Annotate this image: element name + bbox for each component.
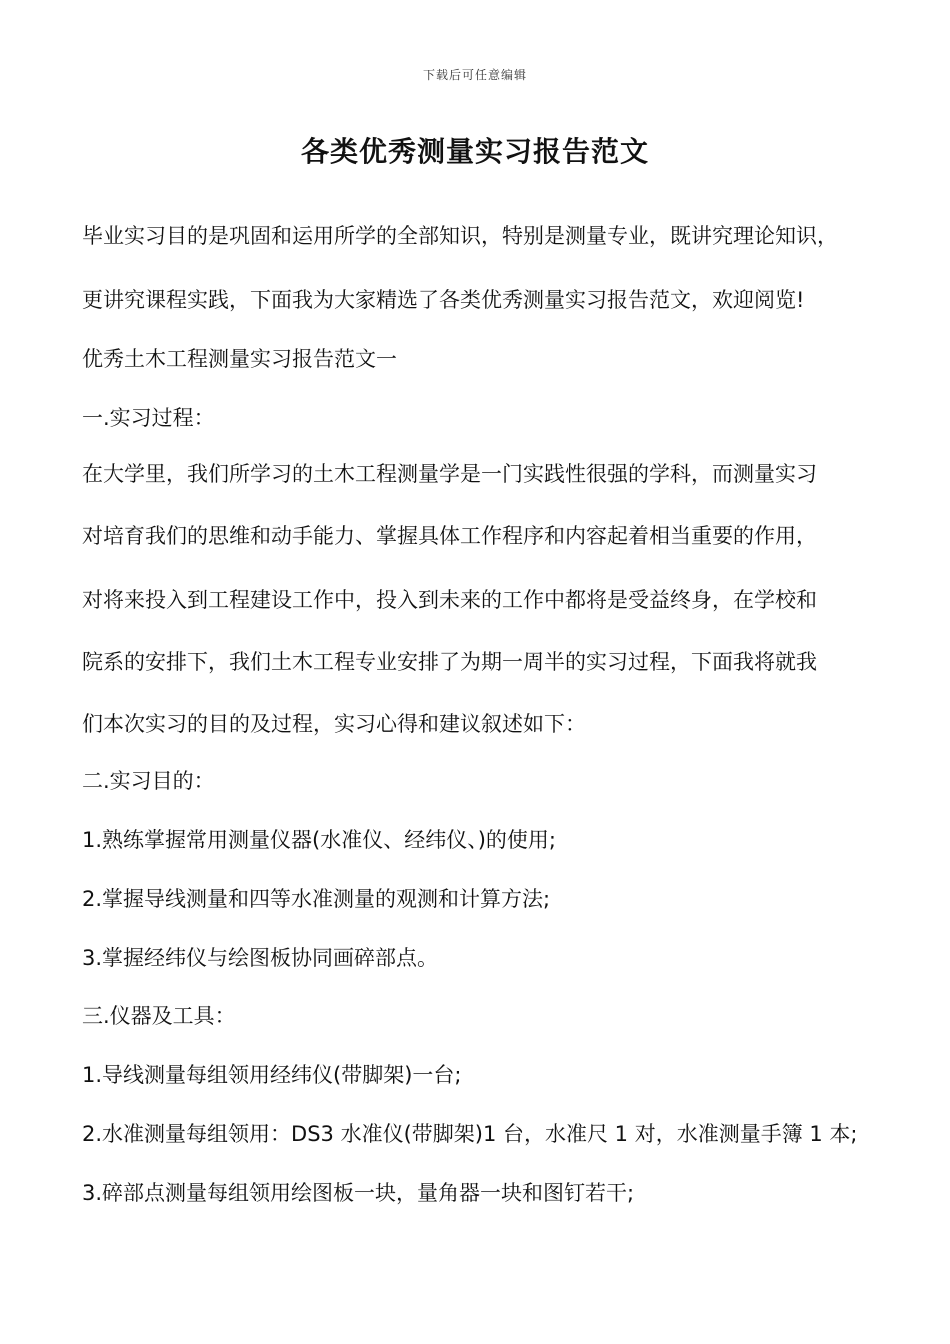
heading-instruments: 三.仪器及工具： xyxy=(82,1004,236,1028)
process-line-4: 院系的安排下，我们土木工程专业安排了为期一周半的实习过程，下面我将就我 xyxy=(82,650,817,674)
document-title: 各类优秀测量实习报告范文 xyxy=(300,135,649,168)
purpose-item-2: 2.掌握导线测量和四等水准测量的观测和计算方法; xyxy=(82,887,551,911)
heading-purpose: 二.实习目的： xyxy=(82,769,215,793)
heading-process: 一.实习过程： xyxy=(82,406,215,430)
process-line-3: 对将来投入到工程建设工作中，投入到未来的工作中都将是受益终身，在学校和 xyxy=(82,588,817,612)
purpose-item-1: 1.熟练掌握常用测量仪器(水准仪、经纬仪、)的使用; xyxy=(82,828,556,852)
instrument-item-2: 2.水准测量每组领用：DS3 水准仪(带脚架)1 台，水准尺 1 对，水准测量手簿 1 本; xyxy=(82,1122,858,1146)
instrument-item-1: 1.导线测量每组领用经纬仪(带脚架)一台; xyxy=(82,1063,462,1087)
header-note: 下载后可任意编辑 xyxy=(422,68,527,82)
section-subtitle: 优秀土木工程测量实习报告范文一 xyxy=(82,347,397,371)
process-line-2: 对培育我们的思维和动手能力、掌握具体工作程序和内容起着相当重要的作用， xyxy=(82,524,817,548)
instrument-item-3: 3.碎部点测量每组领用绘图板一块，量角器一块和图钉若干; xyxy=(82,1181,635,1205)
process-line-1: 在大学里，我们所学习的土木工程测量学是一门实践性很强的学科，而测量实习 xyxy=(82,462,817,486)
intro-line-2: 更讲究课程实践，下面我为大家精选了各类优秀测量实习报告范文，欢迎阅览! xyxy=(82,288,805,312)
purpose-item-3: 3.掌握经纬仪与绘图板协同画碎部点。 xyxy=(82,946,439,970)
process-line-5: 们本次实习的目的及过程，实习心得和建议叙述如下： xyxy=(82,712,586,736)
intro-line-1: 毕业实习目的是巩固和运用所学的全部知识，特别是测量专业，既讲究理论知识， xyxy=(82,224,838,248)
